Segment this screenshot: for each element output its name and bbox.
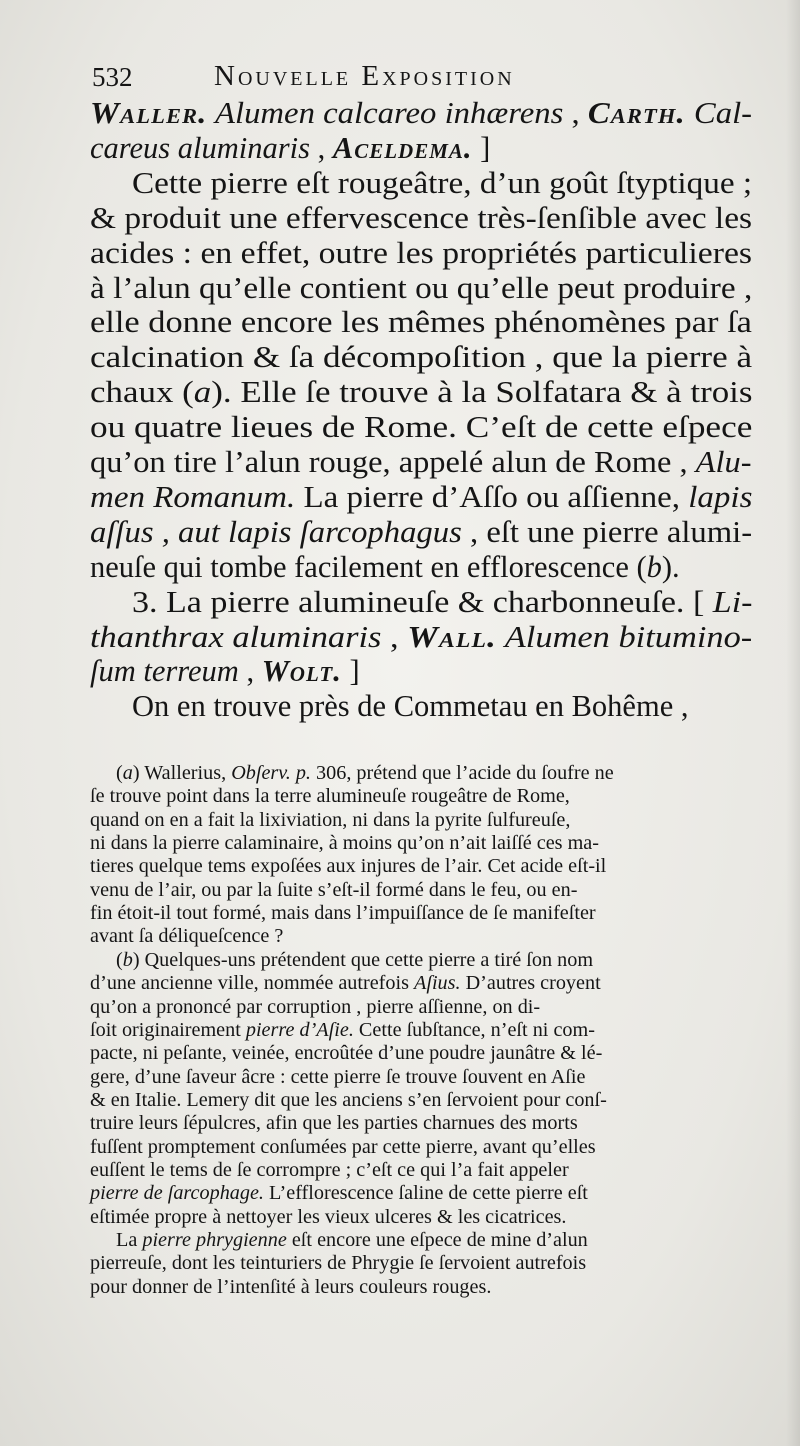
text-run: qu’on tire l’alun rouge, appelé alun de Rome ,	[90, 445, 696, 479]
body-line-16	[90, 620, 752, 655]
text-run: b	[646, 549, 662, 584]
text-run: pierre d’Aſie.	[245, 1018, 354, 1041]
footnote-line-13	[90, 1042, 602, 1065]
text-run: Wall.	[407, 619, 497, 654]
text-run: aſſus , aut lapis ſarcophagus	[90, 514, 462, 549]
body-line-18	[132, 689, 688, 724]
text-run: On en trouve près de Commetau en Bohême ,	[132, 689, 689, 724]
text-run: (	[116, 762, 123, 784]
footnote-line-16	[90, 1112, 578, 1135]
footnote-line-19	[90, 1182, 588, 1205]
text-run: Cette pierre eſt rougeâtre, d’un goût ſtyptique ;	[132, 165, 753, 200]
text-run: venu de l’air, ou par la ſuite s’eſt-il formé dans le feu, ou en-	[90, 878, 578, 901]
footnote-line-20	[90, 1206, 566, 1229]
text-run: quand on en a fait la lixiviation, ni dans la pyrite ſulfureuſe,	[90, 808, 571, 831]
footnote-line-6	[90, 879, 577, 902]
body-line-8	[90, 340, 752, 375]
text-run: pierre de ſarcophage.	[90, 1182, 264, 1205]
footnote-line-2	[90, 785, 570, 808]
text-run: ) Quelques-uns prétendent que cette pierre a tiré ſon nom	[132, 948, 594, 971]
text-run: Obſerv. p.	[231, 762, 311, 784]
text-run: L’efflorescence ſaline de cette pierre eſt	[263, 1182, 588, 1205]
footnote-line-5	[90, 855, 606, 878]
body-line-15	[132, 585, 752, 620]
text-run: ſum terreum	[90, 654, 239, 689]
text-run: , eſt une pierre alumi-	[461, 514, 753, 549]
text-run: (	[116, 948, 123, 971]
footnote-line-23	[90, 1276, 491, 1299]
footnote-line-15	[90, 1089, 607, 1112]
footnote-line-14	[90, 1066, 585, 1089]
text-run: ).	[661, 549, 680, 584]
text-run: tieres quelque tems expoſées aux injures de l’air. Cet acide eſt-il	[90, 855, 607, 878]
text-run: La pierre d’Aſſo ou aſſienne,	[295, 479, 689, 514]
footnote-line-7	[90, 902, 596, 925]
text-run: pierreuſe, dont les teinturiers de Phrygie ſe ſervoient autrefois	[90, 1252, 587, 1275]
text-run: chaux (	[90, 375, 194, 410]
body-line-6	[90, 271, 752, 306]
text-run: & produit une effervescence très-ſenſible avec les	[90, 200, 753, 235]
page-edge-shadow	[786, 0, 800, 1446]
text-run: pierre phrygienne	[142, 1229, 287, 1251]
body-line-10	[90, 410, 752, 445]
text-run: gere, d’une ſaveur âcre : cette pierre ſe trouve ſouvent en Aſie	[90, 1065, 586, 1088]
text-run: Cette ſubſtance, n’eſt ni com-	[353, 1018, 595, 1041]
text-run: ,	[238, 654, 262, 689]
text-run: fin étoit-il tout formé, mais dans l’impuiſſance de ſe manifeſter	[90, 902, 596, 925]
text-run: men Romanum.	[90, 479, 296, 514]
text-run: Aſius.	[414, 972, 461, 995]
text-run: ). Elle ſe trouve à la Solfatara & à trois	[211, 375, 753, 410]
text-run: Carth.	[587, 96, 686, 130]
text-run: lapis	[688, 479, 753, 514]
body-line-3	[132, 166, 752, 201]
text-run: calcination & ſa décompoſition , que la pierre à	[90, 340, 753, 375]
body-line-5	[90, 236, 752, 271]
text-run: à l’alun qu’elle contient ou qu’elle peut produire ,	[90, 270, 753, 305]
text-run: avant ſa déliqueſcence ?	[90, 925, 284, 948]
text-run: neuſe qui tombe facilement en efflorescence (	[90, 549, 647, 584]
footnote-line-11	[90, 996, 540, 1019]
body-line-7	[90, 305, 752, 340]
text-run: ſoit originairement	[90, 1018, 246, 1041]
footnote-line-8	[90, 925, 283, 948]
text-run: 3. La pierre alumineuſe & charbonneuſe. [	[132, 584, 713, 619]
text-run: ]	[472, 130, 491, 165]
running-title: Nouvelle Exposition	[214, 60, 515, 92]
body-line-4	[90, 201, 752, 236]
footnote-line-17	[90, 1136, 596, 1159]
text-run: Cal-	[685, 96, 753, 130]
text-run: a	[122, 762, 133, 784]
text-run: Aceldema.	[332, 130, 473, 165]
page-number: 532	[92, 62, 133, 92]
text-run: eſt encore une eſpece de mine d’alun	[286, 1229, 588, 1251]
body-line-1	[90, 96, 752, 131]
body-line-2	[90, 131, 490, 166]
body-line-11	[90, 445, 751, 480]
text-run: a	[193, 375, 212, 410]
body-line-9	[90, 375, 752, 410]
text-run: ]	[341, 654, 360, 689]
footnote-line-3	[90, 809, 570, 832]
text-run: d’une ancienne ville, nommée autrefois	[90, 972, 414, 995]
text-run: ,	[381, 619, 408, 654]
text-run: Wolt.	[261, 654, 342, 689]
text-run: Li-	[712, 584, 753, 619]
text-run: Alumen bitumino-	[496, 619, 753, 654]
text-run: pacte, ni peſante, veinée, encroûtée d’une poudre jaunâtre & lé-	[90, 1042, 603, 1065]
body-line-13	[90, 515, 752, 550]
text-run: fuſſent promptement conſumées par cette pierre, avant qu’elles	[90, 1135, 596, 1158]
text-run: Waller.	[90, 96, 208, 130]
text-run: 306, prétend que l’acide du ſoufre ne	[310, 762, 614, 784]
text-run: acides : en effet, outre les propriétés particulieres	[90, 235, 753, 270]
footnote-line-10	[90, 972, 601, 995]
footnote-line-21	[116, 1229, 588, 1252]
text-run: D’autres croyent	[460, 972, 601, 995]
text-run: eſtimée propre à nettoyer les vieux ulceres & les cicatrices.	[90, 1205, 567, 1228]
footnote-line-1	[116, 762, 614, 785]
text-run: La	[116, 1229, 143, 1251]
body-line-14	[90, 550, 680, 585]
text-run: euſſent le tems de ſe corrompre ; c’eſt ce qui l’a fait appeler	[90, 1158, 569, 1181]
text-run: Alu-	[695, 445, 752, 479]
text-run: ſe trouve point dans la terre alumineuſe rougeâtre de Rome,	[90, 785, 570, 808]
text-run: careus aluminaris	[90, 130, 310, 165]
text-run: ni dans la pierre calaminaire, à moins qu’on n’ait laiſſé ces ma-	[90, 832, 599, 855]
text-run: ou quatre lieues de Rome. C’eſt de cette eſpece	[90, 410, 753, 445]
body-line-12	[90, 480, 752, 515]
footnote-line-18	[90, 1159, 569, 1182]
text-run: elle donne encore les mêmes phénomènes par ſa	[90, 305, 752, 340]
text-run: pour donner de l’intenſité à leurs couleurs rouges.	[90, 1275, 492, 1298]
text-run: ,	[563, 96, 588, 130]
text-run: ) Wallerius,	[132, 762, 232, 784]
text-run: ,	[310, 130, 333, 165]
footnote-line-4	[90, 832, 599, 855]
footnote-line-9	[116, 949, 593, 972]
text-run: thanthrax aluminaris	[90, 619, 382, 654]
text-run: Alumen calcareo inhærens	[207, 96, 564, 130]
footnote-line-12	[90, 1019, 595, 1042]
body-line-17	[90, 654, 360, 689]
text-run: b	[122, 948, 133, 971]
text-run: qu’on a prononcé par corruption , pierre aſſienne, on di-	[90, 995, 541, 1018]
text-run: truire leurs ſépulcres, afin que les parties charnues des morts	[90, 1112, 578, 1135]
text-run: & en Italie. Lemery dit que les anciens s’en ſervoient pour conſ-	[90, 1088, 607, 1111]
footnote-line-22	[90, 1252, 586, 1275]
